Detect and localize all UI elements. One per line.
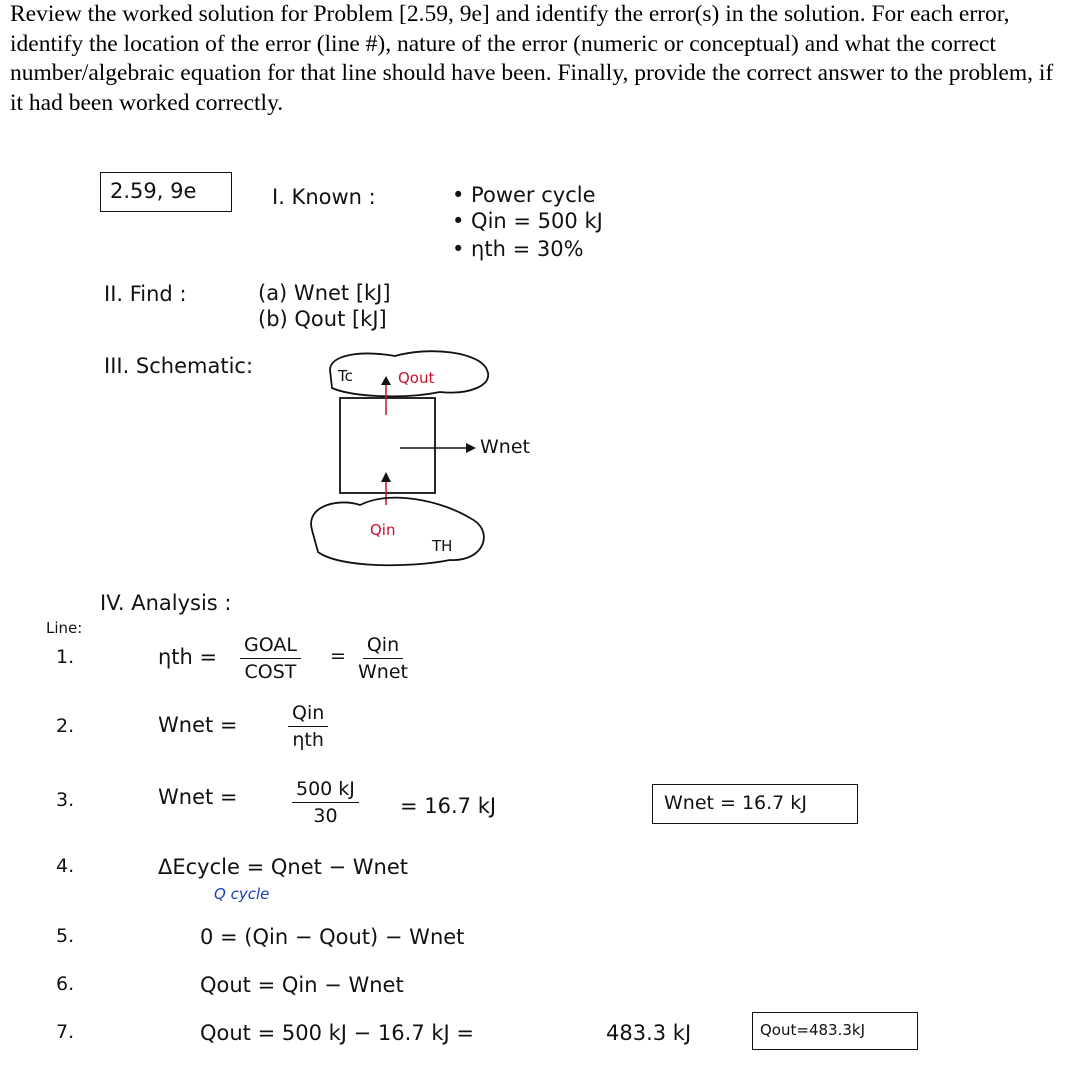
line-number-4: 4. [56, 855, 75, 877]
known-heading: I. Known : [272, 185, 376, 209]
line-number-5: 5. [56, 925, 75, 947]
line-4-note: Q cycle [214, 885, 270, 903]
line-number-6: 6. [56, 973, 75, 995]
known-item-2: • Qin = 500 kJ [452, 209, 603, 233]
line-3-den: 30 [313, 805, 338, 827]
find-heading: II. Find : [104, 282, 187, 306]
line-3-answer: Wnet = 16.7 kJ [664, 792, 807, 814]
hot-reservoir-cloud [311, 498, 484, 566]
line-heading: Line: [46, 619, 83, 637]
line-1-qin-wnet [358, 634, 408, 683]
line-7-result: 483.3 kJ [606, 1021, 692, 1045]
schematic-qout: Qout [398, 369, 435, 387]
line-1-lhs: ηth = [158, 645, 218, 669]
problem-id: 2.59, 9e [110, 179, 197, 203]
problem-prompt: Review the worked solution for Problem [2.59, 9e] and identify the error(s) in the solution. For each error, identify the location of the error (line #), nature of the error (numeric or conceptual) and what the correct number/algebraic equation for that line should have been. Finally, provide the correct answer to the problem, if it had been worked correctly. [10, 1, 1054, 116]
line-number-2: 2. [56, 715, 75, 737]
schematic-th: TH [432, 537, 453, 555]
line-3-fraction [292, 778, 359, 827]
line-4-equation: ΔEcycle = Qnet − Wnet [158, 855, 409, 879]
line-number-7: 7. [56, 1021, 75, 1043]
line-number-1: 1. [56, 646, 75, 668]
schematic-heading: III. Schematic: [104, 354, 254, 378]
known-item-3: • ηth = 30% [452, 237, 584, 261]
line-2-fraction [288, 702, 328, 751]
line-5-equation: 0 = (Qin − Qout) − Wnet [200, 925, 465, 949]
line-number-3: 3. [56, 789, 75, 811]
line-1-qin: Qin [363, 634, 403, 659]
schematic-tc: Tc [338, 367, 353, 385]
line-3-rhs: = 16.7 kJ [400, 794, 497, 818]
find-item-b: (b) Qout [kJ] [258, 307, 387, 331]
line-2-num: Qin [288, 702, 328, 727]
line-7-answer: Qout=483.3kJ [760, 1021, 865, 1039]
line-1-goal: GOAL [240, 634, 301, 659]
line-2-den: ηth [292, 729, 324, 751]
find-item-a: (a) Wnet [kJ] [258, 281, 391, 305]
line-7-equation: Qout = 500 kJ − 16.7 kJ = [200, 1021, 474, 1045]
qout-arrowhead [381, 376, 391, 385]
line-1-equals: = [330, 645, 346, 667]
wnet-arrowhead [466, 443, 476, 453]
line-2-lhs: Wnet = [158, 713, 238, 737]
line-1-goal-cost [240, 634, 301, 683]
line-1-cost: COST [244, 661, 297, 683]
line-6-equation: Qout = Qin − Wnet [200, 973, 404, 997]
qin-arrowhead [381, 472, 391, 482]
schematic-wnet: Wnet [480, 436, 530, 458]
line-3-lhs: Wnet = [158, 785, 238, 809]
analysis-heading: IV. Analysis : [100, 591, 232, 615]
line-1-wnet: Wnet [358, 661, 408, 683]
schematic-qin: Qin [370, 521, 396, 539]
line-3-num: 500 kJ [292, 778, 359, 803]
known-item-1: • Power cycle [452, 183, 596, 207]
